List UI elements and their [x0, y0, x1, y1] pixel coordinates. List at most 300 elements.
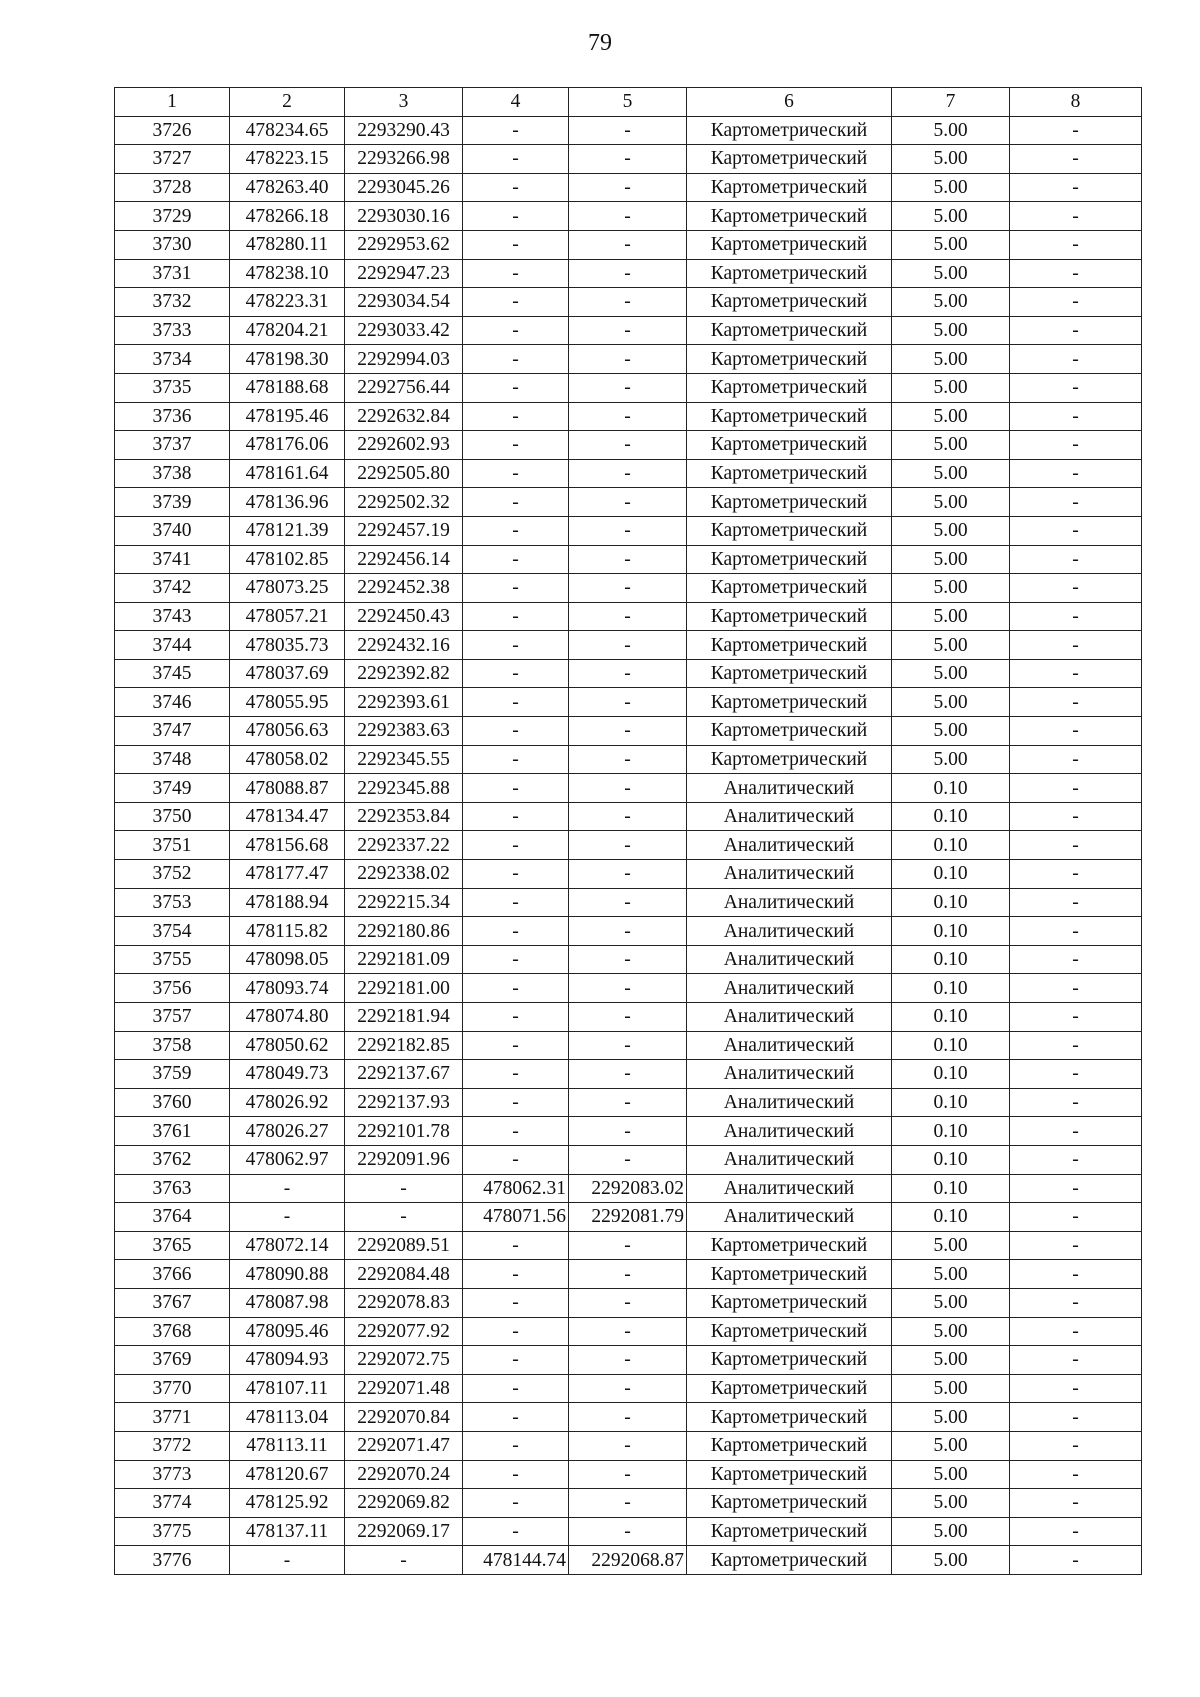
table-cell-col3: -	[345, 1546, 463, 1575]
table-cell-col8: -	[1010, 1431, 1142, 1460]
column-header-6: 6	[687, 88, 892, 117]
table-cell-col1: 3760	[115, 1088, 230, 1117]
table-cell-col2: 478113.04	[230, 1403, 345, 1432]
table-cell-col3: 2293045.26	[345, 173, 463, 202]
table-cell-col6: Аналитический	[687, 888, 892, 917]
table-cell-col5: -	[569, 1003, 687, 1032]
table-row	[115, 1117, 1142, 1146]
table-cell-col5: -	[569, 202, 687, 231]
table-row	[115, 945, 1142, 974]
table-cell-col8: -	[1010, 688, 1142, 717]
table-cell-col8: -	[1010, 1260, 1142, 1289]
table-cell-col7: 0.10	[892, 1088, 1010, 1117]
table-row	[115, 373, 1142, 402]
table-cell-col5: -	[569, 631, 687, 660]
table-cell-col3: 2292502.32	[345, 488, 463, 517]
table-cell-col8: -	[1010, 774, 1142, 803]
table-cell-col2: 478223.15	[230, 145, 345, 174]
table-cell-col8: -	[1010, 288, 1142, 317]
table-cell-col2: -	[230, 1174, 345, 1203]
table-cell-col3: 2292137.93	[345, 1088, 463, 1117]
table-row	[115, 1231, 1142, 1260]
table-cell-col8: -	[1010, 888, 1142, 917]
table-cell-col3: 2292089.51	[345, 1231, 463, 1260]
column-header-1: 1	[115, 88, 230, 117]
table-cell-col8: -	[1010, 974, 1142, 1003]
table-cell-col8: -	[1010, 459, 1142, 488]
table-cell-col1: 3746	[115, 688, 230, 717]
table-cell-col4: -	[463, 1517, 569, 1546]
table-cell-col1: 3758	[115, 1031, 230, 1060]
table-cell-col6: Картометрический	[687, 145, 892, 174]
table-cell-col8: -	[1010, 116, 1142, 145]
table-cell-col5: -	[569, 717, 687, 746]
table-cell-col5: -	[569, 373, 687, 402]
table-cell-col4: 478144.74	[463, 1546, 569, 1575]
table-cell-col3: 2292071.48	[345, 1374, 463, 1403]
column-header-5: 5	[569, 88, 687, 117]
table-cell-col5: -	[569, 345, 687, 374]
table-cell-col1: 3736	[115, 402, 230, 431]
table-cell-col2: 478125.92	[230, 1489, 345, 1518]
table-cell-col3: 2292432.16	[345, 631, 463, 660]
table-cell-col1: 3741	[115, 545, 230, 574]
table-cell-col1: 3751	[115, 831, 230, 860]
table-cell-col8: -	[1010, 831, 1142, 860]
table-cell-col5: -	[569, 459, 687, 488]
table-cell-col4: -	[463, 1288, 569, 1317]
table-cell-col3: 2292994.03	[345, 345, 463, 374]
table-cell-col3: 2292756.44	[345, 373, 463, 402]
table-row	[115, 1431, 1142, 1460]
table-cell-col1: 3769	[115, 1346, 230, 1375]
table-cell-col3: 2292383.63	[345, 717, 463, 746]
table-cell-col3: 2292456.14	[345, 545, 463, 574]
table-cell-col8: -	[1010, 745, 1142, 774]
table-cell-col5: -	[569, 831, 687, 860]
table-cell-col2: 478188.94	[230, 888, 345, 917]
table-cell-col2: 478266.18	[230, 202, 345, 231]
table-cell-col7: 5.00	[892, 1374, 1010, 1403]
table-cell-col1: 3765	[115, 1231, 230, 1260]
table-cell-col8: -	[1010, 402, 1142, 431]
table-cell-col1: 3752	[115, 860, 230, 889]
table-cell-col3: 2292181.94	[345, 1003, 463, 1032]
table-cell-col6: Аналитический	[687, 1117, 892, 1146]
table-cell-col2: 478062.97	[230, 1145, 345, 1174]
table-cell-col2: 478263.40	[230, 173, 345, 202]
table-cell-col4: -	[463, 230, 569, 259]
table-cell-col6: Картометрический	[687, 1431, 892, 1460]
table-cell-col4: -	[463, 316, 569, 345]
table-cell-col5: -	[569, 545, 687, 574]
table-cell-col6: Картометрический	[687, 288, 892, 317]
table-cell-col3: 2292071.47	[345, 1431, 463, 1460]
table-cell-col5: -	[569, 945, 687, 974]
page-number: 79	[588, 30, 612, 56]
table-cell-col1: 3753	[115, 888, 230, 917]
table-cell-col8: -	[1010, 259, 1142, 288]
table-cell-col8: -	[1010, 602, 1142, 631]
table-cell-col7: 5.00	[892, 1403, 1010, 1432]
table-cell-col2: 478121.39	[230, 516, 345, 545]
table-cell-col4: -	[463, 1260, 569, 1289]
table-cell-col3: 2292452.38	[345, 574, 463, 603]
table-cell-col6: Картометрический	[687, 1374, 892, 1403]
table-body	[115, 116, 1142, 1574]
table-cell-col8: -	[1010, 1174, 1142, 1203]
table-cell-col3: 2292632.84	[345, 402, 463, 431]
table-cell-col5: -	[569, 1317, 687, 1346]
table-cell-col1: 3759	[115, 1060, 230, 1089]
table-cell-col7: 5.00	[892, 431, 1010, 460]
table-cell-col3: 2292181.00	[345, 974, 463, 1003]
table-cell-col3: 2292393.61	[345, 688, 463, 717]
table-cell-col8: -	[1010, 802, 1142, 831]
table-cell-col2: 478156.68	[230, 831, 345, 860]
table-cell-col4: -	[463, 745, 569, 774]
table-row	[115, 516, 1142, 545]
table-cell-col7: 0.10	[892, 774, 1010, 803]
table-cell-col4: -	[463, 1145, 569, 1174]
table-cell-col6: Картометрический	[687, 202, 892, 231]
table-cell-col5: -	[569, 402, 687, 431]
table-cell-col1: 3738	[115, 459, 230, 488]
table-row	[115, 745, 1142, 774]
table-cell-col3: -	[345, 1174, 463, 1203]
table-row	[115, 1260, 1142, 1289]
table-cell-col1: 3728	[115, 173, 230, 202]
table-row	[115, 1031, 1142, 1060]
table-cell-col8: -	[1010, 1117, 1142, 1146]
table-cell-col7: 0.10	[892, 974, 1010, 1003]
table-cell-col5: -	[569, 1288, 687, 1317]
table-cell-col1: 3764	[115, 1203, 230, 1232]
table-cell-col5: 2292068.87	[569, 1546, 687, 1575]
table-cell-col5: -	[569, 974, 687, 1003]
table-cell-col6: Картометрический	[687, 1317, 892, 1346]
table-cell-col5: -	[569, 316, 687, 345]
table-cell-col7: 5.00	[892, 516, 1010, 545]
table-cell-col6: Картометрический	[687, 230, 892, 259]
table-cell-col4: -	[463, 116, 569, 145]
table-cell-col2: 478050.62	[230, 1031, 345, 1060]
table-cell-col4: -	[463, 516, 569, 545]
table-cell-col2: -	[230, 1546, 345, 1575]
table-cell-col2: 478280.11	[230, 230, 345, 259]
table-cell-col6: Картометрический	[687, 602, 892, 631]
table-cell-col8: -	[1010, 1031, 1142, 1060]
table-cell-col8: -	[1010, 1317, 1142, 1346]
table-cell-col1: 3768	[115, 1317, 230, 1346]
table-cell-col1: 3748	[115, 745, 230, 774]
table-cell-col4: -	[463, 1317, 569, 1346]
table-cell-col6: Аналитический	[687, 917, 892, 946]
table-row	[115, 145, 1142, 174]
table-cell-col5: -	[569, 431, 687, 460]
table-cell-col5: -	[569, 1260, 687, 1289]
table-row	[115, 802, 1142, 831]
table-cell-col1: 3757	[115, 1003, 230, 1032]
table-row	[115, 488, 1142, 517]
table-cell-col2: 478102.85	[230, 545, 345, 574]
table-cell-col5: -	[569, 1060, 687, 1089]
column-header-7: 7	[892, 88, 1010, 117]
table-cell-col6: Картометрический	[687, 659, 892, 688]
table-cell-col1: 3739	[115, 488, 230, 517]
table-cell-col5: 2292081.79	[569, 1203, 687, 1232]
table-cell-col4: -	[463, 1431, 569, 1460]
column-header-8: 8	[1010, 88, 1142, 117]
table-cell-col7: 0.10	[892, 1003, 1010, 1032]
table-cell-col2: 478120.67	[230, 1460, 345, 1489]
table-cell-col3: 2292101.78	[345, 1117, 463, 1146]
table-cell-col3: 2292180.86	[345, 917, 463, 946]
table-cell-col1: 3740	[115, 516, 230, 545]
table-cell-col6: Аналитический	[687, 1031, 892, 1060]
table-cell-col7: 5.00	[892, 1546, 1010, 1575]
table-cell-col1: 3732	[115, 288, 230, 317]
table-cell-col5: -	[569, 1231, 687, 1260]
table-cell-col8: -	[1010, 488, 1142, 517]
table-cell-col4: -	[463, 631, 569, 660]
table-cell-col3: 2292602.93	[345, 431, 463, 460]
table-cell-col1: 3743	[115, 602, 230, 631]
table-row	[115, 230, 1142, 259]
table-cell-col7: 5.00	[892, 459, 1010, 488]
table-cell-col7: 5.00	[892, 1517, 1010, 1546]
table-cell-col2: 478055.95	[230, 688, 345, 717]
table-cell-col5: -	[569, 1431, 687, 1460]
table-cell-col2: 478115.82	[230, 917, 345, 946]
table-row	[115, 1546, 1142, 1575]
table-cell-col4: -	[463, 545, 569, 574]
table-row	[115, 1489, 1142, 1518]
table-cell-col8: -	[1010, 1346, 1142, 1375]
table-row	[115, 1346, 1142, 1375]
table-cell-col2: 478093.74	[230, 974, 345, 1003]
table-cell-col6: Картометрический	[687, 1288, 892, 1317]
table-cell-col3: 2292457.19	[345, 516, 463, 545]
table-cell-col6: Аналитический	[687, 1003, 892, 1032]
table-cell-col1: 3731	[115, 259, 230, 288]
table-cell-col8: -	[1010, 1203, 1142, 1232]
table-cell-col7: 5.00	[892, 116, 1010, 145]
table-cell-col3: 2292392.82	[345, 659, 463, 688]
table-cell-col2: 478074.80	[230, 1003, 345, 1032]
table-cell-col7: 5.00	[892, 602, 1010, 631]
table-cell-col7: 0.10	[892, 1117, 1010, 1146]
table-cell-col3: 2292182.85	[345, 1031, 463, 1060]
table-cell-col7: 0.10	[892, 888, 1010, 917]
table-cell-col8: -	[1010, 1403, 1142, 1432]
table-cell-col8: -	[1010, 945, 1142, 974]
table-row	[115, 631, 1142, 660]
table-row	[115, 259, 1142, 288]
table-row	[115, 459, 1142, 488]
table-cell-col7: 5.00	[892, 202, 1010, 231]
table-cell-col3: 2292091.96	[345, 1145, 463, 1174]
table-row	[115, 1374, 1142, 1403]
table-cell-col4: 478062.31	[463, 1174, 569, 1203]
table-row	[115, 402, 1142, 431]
table-cell-col2: -	[230, 1203, 345, 1232]
table-cell-col7: 5.00	[892, 288, 1010, 317]
table-cell-col2: 478057.21	[230, 602, 345, 631]
table-cell-col8: -	[1010, 202, 1142, 231]
table-cell-col4: -	[463, 1403, 569, 1432]
table-row	[115, 202, 1142, 231]
table-cell-col7: 5.00	[892, 145, 1010, 174]
table-cell-col5: -	[569, 1145, 687, 1174]
table-cell-col7: 5.00	[892, 173, 1010, 202]
table-cell-col2: 478090.88	[230, 1260, 345, 1289]
table-cell-col4: -	[463, 1346, 569, 1375]
table-cell-col7: 5.00	[892, 574, 1010, 603]
table-row	[115, 1317, 1142, 1346]
table-cell-col5: -	[569, 488, 687, 517]
table-cell-col3: 2292070.84	[345, 1403, 463, 1432]
table-cell-col1: 3727	[115, 145, 230, 174]
table-cell-col6: Картометрический	[687, 373, 892, 402]
table-cell-col2: 478072.14	[230, 1231, 345, 1260]
table-cell-col8: -	[1010, 345, 1142, 374]
table-cell-col7: 5.00	[892, 1460, 1010, 1489]
table-cell-col8: -	[1010, 1489, 1142, 1518]
table-cell-col5: -	[569, 574, 687, 603]
table-cell-col3: 2293266.98	[345, 145, 463, 174]
table-cell-col6: Аналитический	[687, 802, 892, 831]
table-cell-col2: 478195.46	[230, 402, 345, 431]
table-cell-col6: Картометрический	[687, 1346, 892, 1375]
table-cell-col1: 3747	[115, 717, 230, 746]
table-cell-col1: 3775	[115, 1517, 230, 1546]
table-cell-col4: -	[463, 459, 569, 488]
table-cell-col1: 3729	[115, 202, 230, 231]
table-cell-col1: 3770	[115, 1374, 230, 1403]
table-cell-col6: Картометрический	[687, 1260, 892, 1289]
table-cell-col4: -	[463, 1088, 569, 1117]
table-cell-col5: -	[569, 116, 687, 145]
table-cell-col5: -	[569, 1031, 687, 1060]
table-cell-col6: Картометрический	[687, 574, 892, 603]
table-row	[115, 1060, 1142, 1089]
table-cell-col8: -	[1010, 917, 1142, 946]
column-header-3: 3	[345, 88, 463, 117]
table-cell-col7: 5.00	[892, 345, 1010, 374]
table-cell-col6: Аналитический	[687, 1060, 892, 1089]
table-cell-col2: 478094.93	[230, 1346, 345, 1375]
table-cell-col7: 0.10	[892, 860, 1010, 889]
table-cell-col4: -	[463, 345, 569, 374]
table-cell-col7: 0.10	[892, 1031, 1010, 1060]
table-cell-col5: -	[569, 259, 687, 288]
table-cell-col4: -	[463, 402, 569, 431]
table-cell-col2: 478176.06	[230, 431, 345, 460]
table-row	[115, 602, 1142, 631]
table-cell-col1: 3756	[115, 974, 230, 1003]
table-cell-col1: 3755	[115, 945, 230, 974]
table-cell-col2: 478137.11	[230, 1517, 345, 1546]
table-row	[115, 688, 1142, 717]
table-row	[115, 974, 1142, 1003]
table-cell-col4: -	[463, 202, 569, 231]
table-cell-col6: Картометрический	[687, 316, 892, 345]
table-cell-col1: 3750	[115, 802, 230, 831]
table-cell-col7: 0.10	[892, 917, 1010, 946]
table-cell-col3: 2292337.22	[345, 831, 463, 860]
table-cell-col2: 478188.68	[230, 373, 345, 402]
table-cell-col7: 5.00	[892, 1431, 1010, 1460]
table-cell-col6: Картометрический	[687, 459, 892, 488]
table-cell-col1: 3742	[115, 574, 230, 603]
table-cell-col1: 3730	[115, 230, 230, 259]
table-cell-col8: -	[1010, 431, 1142, 460]
table-header-row	[115, 88, 1142, 117]
table-cell-col5: -	[569, 774, 687, 803]
table-cell-col5: -	[569, 516, 687, 545]
table-cell-col2: 478134.47	[230, 802, 345, 831]
table-cell-col5: -	[569, 917, 687, 946]
table-cell-col7: 5.00	[892, 1346, 1010, 1375]
table-row	[115, 288, 1142, 317]
table-cell-col7: 5.00	[892, 545, 1010, 574]
table-row	[115, 1517, 1142, 1546]
table-cell-col1: 3733	[115, 316, 230, 345]
table-cell-col7: 5.00	[892, 1317, 1010, 1346]
table-cell-col4: -	[463, 860, 569, 889]
table-cell-col7: 5.00	[892, 1231, 1010, 1260]
table-cell-col6: Картометрический	[687, 1489, 892, 1518]
table-cell-col1: 3763	[115, 1174, 230, 1203]
table-cell-col5: -	[569, 745, 687, 774]
table-cell-col3: 2293034.54	[345, 288, 463, 317]
table-cell-col6: Картометрический	[687, 173, 892, 202]
table-cell-col2: 478035.73	[230, 631, 345, 660]
table-cell-col2: 478073.25	[230, 574, 345, 603]
table-cell-col3: 2292353.84	[345, 802, 463, 831]
table-row	[115, 1403, 1142, 1432]
table-cell-col7: 5.00	[892, 373, 1010, 402]
table-cell-col6: Картометрический	[687, 631, 892, 660]
table-cell-col6: Картометрический	[687, 1517, 892, 1546]
table-cell-col8: -	[1010, 173, 1142, 202]
table-cell-col2: 478198.30	[230, 345, 345, 374]
table-cell-col8: -	[1010, 1060, 1142, 1089]
table-cell-col5: -	[569, 230, 687, 259]
table-cell-col5: -	[569, 860, 687, 889]
table-cell-col7: 5.00	[892, 1288, 1010, 1317]
table-cell-col7: 5.00	[892, 259, 1010, 288]
table-row	[115, 831, 1142, 860]
table-cell-col2: 478098.05	[230, 945, 345, 974]
table-cell-col4: -	[463, 373, 569, 402]
table-cell-col3: 2292450.43	[345, 602, 463, 631]
table-cell-col8: -	[1010, 1374, 1142, 1403]
table-cell-col7: 5.00	[892, 717, 1010, 746]
table-cell-col4: -	[463, 602, 569, 631]
table-cell-col1: 3762	[115, 1145, 230, 1174]
table-cell-col1: 3744	[115, 631, 230, 660]
table-cell-col6: Картометрический	[687, 1231, 892, 1260]
table-cell-col4: -	[463, 717, 569, 746]
table-cell-col4: -	[463, 831, 569, 860]
table-cell-col6: Картометрический	[687, 345, 892, 374]
table-cell-col2: 478161.64	[230, 459, 345, 488]
table-cell-col6: Картометрический	[687, 1546, 892, 1575]
table-cell-col4: -	[463, 802, 569, 831]
table-cell-col3: 2292084.48	[345, 1260, 463, 1289]
